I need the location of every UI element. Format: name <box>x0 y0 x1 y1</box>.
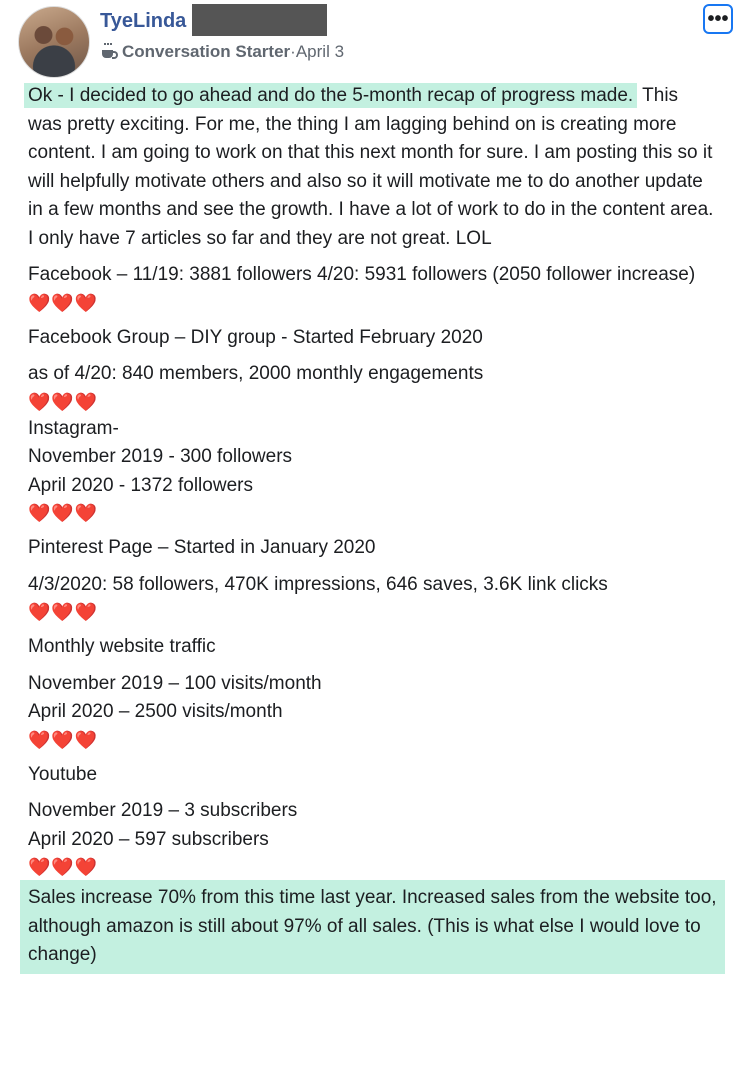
more-options-icon: ••• <box>707 8 729 30</box>
fb-group-title: Facebook Group – DIY group - Started February 2020 <box>28 326 483 348</box>
meta-separator: · <box>290 42 296 61</box>
more-options-button[interactable] <box>703 4 733 34</box>
instagram-apr: April 2020 - 1372 followers <box>28 474 253 496</box>
instagram-title: Instagram- <box>28 417 119 439</box>
author-name[interactable]: TyeLinda <box>100 10 187 32</box>
youtube-apr: April 2020 – 597 subscribers <box>28 828 269 850</box>
hearts-icon: ❤️❤️❤️ <box>28 602 99 622</box>
post-date[interactable]: April 3 <box>295 42 345 61</box>
hearts-icon: ❤️❤️❤️ <box>28 391 99 412</box>
post-body <box>20 80 725 974</box>
sales-paragraph: Sales increase 70% from this time last year. Increased sales from the website too, although amazon is still about 97% of all sales. (This is what else I would love to change) <box>20 880 725 974</box>
intro-highlight: Ok - I decided to go ahead and do the 5-month recap of progress made. <box>24 83 637 108</box>
fb-group-stats: as of 4/20: 840 members, 2000 monthly engagements <box>28 363 484 384</box>
intro-rest: This was pretty exciting. For me, the thing I am lagging behind on is creating more content. I am going to work on that this next month for sure. I am posting this so it will helpfully motivate others and also so it will motivate me to do another update in a few months and see the growth. I have a lot of work to do in the content area. I only have 7 articles so far and they are not great. LOL <box>28 85 714 249</box>
pinterest-stats: 4/3/2020: 58 followers, 470K impressions, 646 saves, 3.6K link clicks <box>28 573 608 595</box>
hearts-icon: ❤️❤️❤️ <box>28 857 99 877</box>
hearts-icon: ❤️❤️❤️ <box>28 729 99 750</box>
post-header <box>0 0 743 80</box>
coffee-cup-icon <box>100 43 118 61</box>
facebook-stats: Facebook – 11/19: 3881 followers 4/20: 5931 followers (2050 follower increase) <box>28 264 696 285</box>
intro-paragraph <box>20 80 725 253</box>
post-meta <box>100 42 344 62</box>
conversation-starter-badge: Conversation Starter <box>122 42 291 61</box>
youtube-title: Youtube <box>28 763 98 785</box>
avatar[interactable] <box>18 6 90 78</box>
hearts-icon: ❤️❤️❤️ <box>28 503 99 523</box>
traffic-title: Monthly website traffic <box>28 636 216 657</box>
traffic-nov: November 2019 – 100 visits/month <box>28 672 322 694</box>
traffic-apr: April 2020 – 2500 visits/month <box>28 701 283 722</box>
redacted-surname <box>192 4 327 36</box>
instagram-nov: November 2019 - 300 followers <box>28 446 293 467</box>
hearts-icon: ❤️❤️❤️ <box>28 292 99 313</box>
youtube-nov: November 2019 – 3 subscribers <box>28 800 298 821</box>
pinterest-title: Pinterest Page – Started in January 2020 <box>28 537 376 558</box>
